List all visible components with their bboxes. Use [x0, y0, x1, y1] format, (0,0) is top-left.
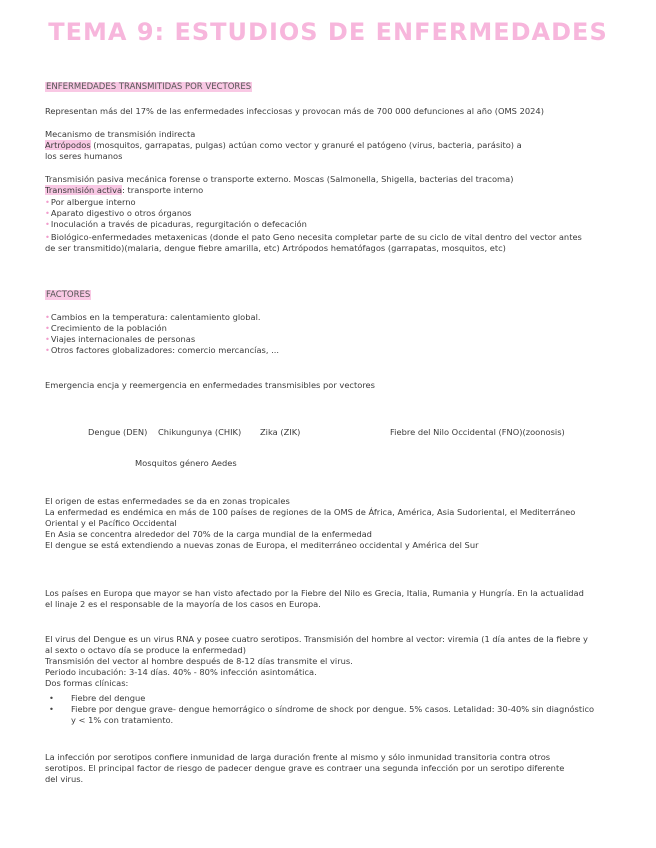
- bullet-dot-icon: •: [45, 345, 50, 355]
- emergence-text: Emergencia encja y reemergencia en enfermedades transmisibles por vectores: [45, 380, 375, 390]
- list-item: • Fiebre del dengue: [45, 693, 645, 704]
- active-item-biologic: •Biológico-enfermedades metaxenicas (donde el pato Geno necesita completar parte de su ciclo de vital dentro del vector antes: [45, 232, 582, 242]
- bullet-dot-icon: •: [45, 197, 50, 207]
- active-item: •Aparato digestivo o otros órganos: [45, 208, 192, 218]
- vector-label-mosquitos: Mosquitos género Aedes: [135, 458, 237, 468]
- disease-label-chikungunya: Chikungunya (CHIK): [158, 427, 242, 437]
- disease-label-zika: Zika (ZIK): [260, 427, 301, 437]
- section-heading-factores: FACTORES: [46, 290, 91, 300]
- page-title: TEMA 9: ESTUDIOS DE ENFERMEDADES: [48, 18, 608, 46]
- bullet-dot-icon: •: [45, 232, 50, 242]
- factor-item: •Crecimiento de la población: [45, 323, 167, 333]
- factor-item: •Viajes internacionales de personas: [45, 334, 196, 344]
- disease-label-dengue: Dengue (DEN): [88, 427, 148, 437]
- factor-item: •Cambios en la temperatura: calentamiento global.: [45, 312, 261, 322]
- intro-text: Representan más del 17% de las enfermedades infecciosas y provocan más de 700 000 defunciones al año (OMS 2024): [45, 106, 544, 116]
- immunity-paragraph: La infección por serotipos confiere inmunidad de larga duración frente al mismo y sólo inmunidad transitoria contra otros serotipos. El principal factor de riesgo de padecer dengue grave es contraer una segunda infección por un serotipo diferente del virus.: [45, 752, 565, 784]
- bullet-dot-icon: •: [45, 312, 50, 322]
- bullet-dot-icon: •: [45, 334, 50, 344]
- active-item: •Inoculación a través de picaduras, regurgitación o defecación: [45, 219, 307, 229]
- active-transmission-text: Transmisión activa: transporte interno: [45, 185, 204, 195]
- section-heading-vectores: ENFERMEDADES TRANSMITIDAS POR VECTORES: [46, 82, 252, 92]
- origin-paragraph: El origen de estas enfermedades se da en zonas tropicales La enfermedad es endémica en más de 100 países de regiones de la OMS de África, América, Asia Sudoriental, el Mediterráneo Oriental y el Pacífico Occidental En Asia se concentra alrededor del 70% de la carga mundial de la enfermedad El dengue se está extendiendo a nuevas zonas de Europa, el mediterráneo occidental y América del Sur: [45, 496, 576, 550]
- bullet-dot-icon: •: [45, 219, 50, 229]
- mechanism-title: Mecanismo de transmisión indirecta: [45, 129, 196, 139]
- clinical-forms-list: [45, 693, 645, 726]
- active-item: •Por albergue interno: [45, 197, 136, 207]
- arthropods-text: Artrópodos (mosquitos, garrapatas, pulgas) actúan como vector y granuré el patógeno (virus, bacteria, parásito) a los seres humanos: [45, 140, 522, 161]
- factor-item: •Otros factores globalizadores: comercio mercancías, ...: [45, 345, 280, 355]
- bullet-dot-icon: •: [45, 208, 50, 218]
- passive-transmission-text: Transmisión pasiva mecánica forense o transporte externo. Moscas (Salmonella, Shigella, bacterias del tracoma): [45, 174, 514, 184]
- biologic-text-continued: de ser transmitido)(malaria, dengue fiebre amarilla, etc) Artrópodos hematófagos (garrapatas, mosquitos, etc): [45, 243, 506, 253]
- dengue-virus-paragraph: El virus del Dengue es un virus RNA y posee cuatro serotipos. Transmisión del hombre al vector: viremia (1 día antes de la fiebre y al sexto o octavo día se produce la enfermedad) Transmisión del vector al hombre después de 8-12 días transmite el virus. Periodo incubación: 3-14 días. 40% - 80% infección asintomática. Dos formas clínicas:: [45, 634, 588, 688]
- bullet-dot-icon: •: [45, 323, 50, 333]
- europe-paragraph: Los países en Europa que mayor se han visto afectado por la Fiebre del Nilo es Grecia, Italia, Rumania y Hungría. En la actualidad el linaje 2 es el responsable de la mayoría de los casos en Europa.: [45, 588, 584, 609]
- disease-label-nilo: Fiebre del Nilo Occidental (FNO)(zoonosis): [390, 427, 565, 437]
- list-item: • Fiebre por dengue grave- dengue hemorrágico o síndrome de shock por dengue. 5% casos. Letalidad: 30-40% sin diagnóstico y < 1% con tratamiento.: [45, 704, 645, 726]
